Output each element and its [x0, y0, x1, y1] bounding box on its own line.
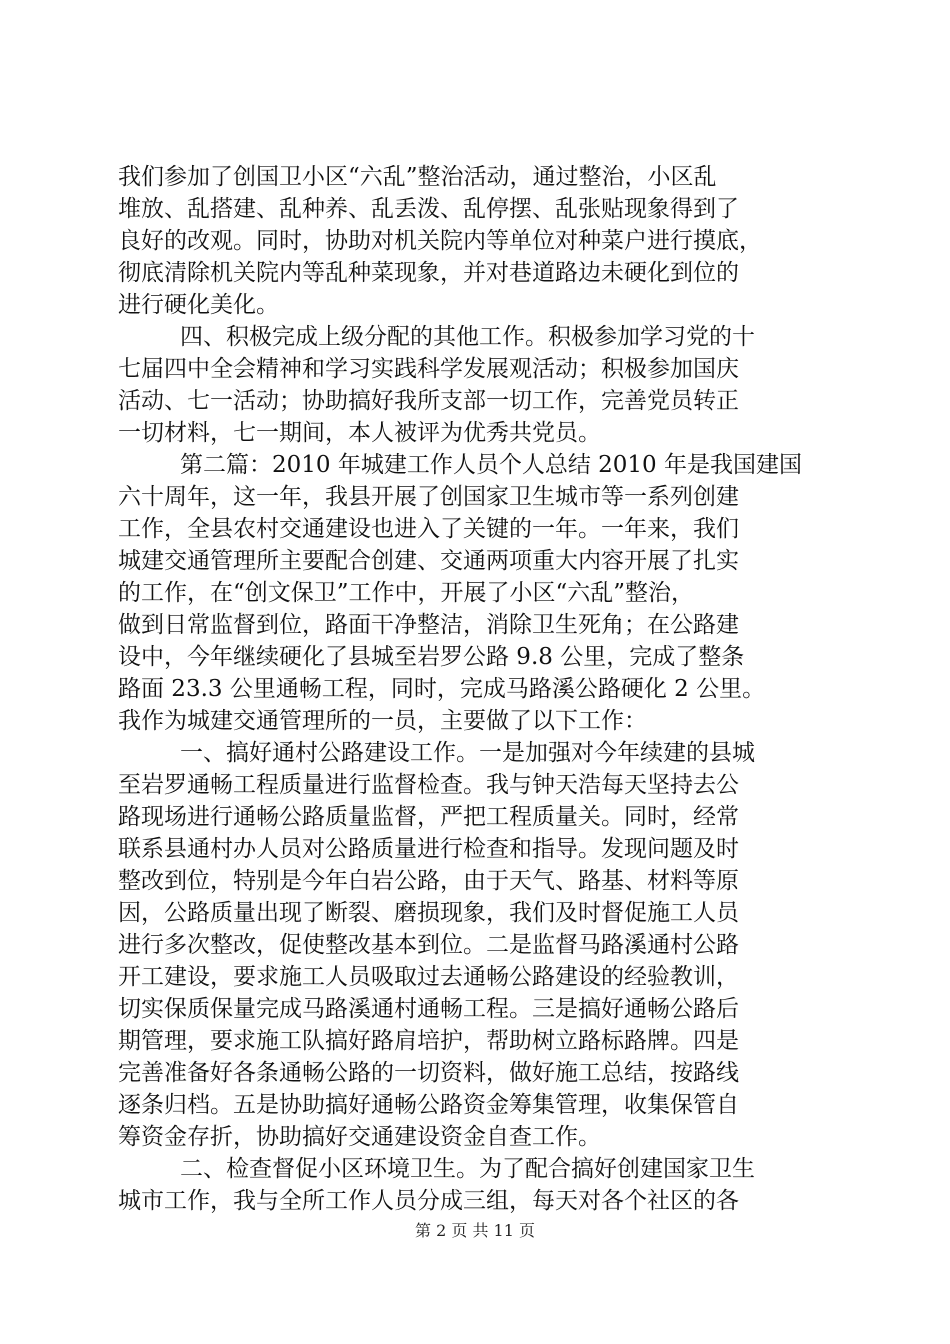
- text-line: 筹资金存折，协助搞好交通建设资金自查工作。: [118, 1124, 601, 1150]
- text-line: 彻底清除机关院内等乱种菜现象，并对巷道路边未硬化到位的: [118, 260, 739, 286]
- text-line: 进行硬化美化。: [118, 292, 279, 318]
- text-line: 七届四中全会精神和学习实践科学发展观活动；积极参加国庆: [118, 356, 739, 382]
- text-line: 活动、七一活动；协助搞好我所支部一切工作，完善党员转正: [118, 388, 739, 414]
- text-line: 路面 23.3 公里通畅工程，同时，完成马路溪公路硬化 2 公里。: [118, 676, 766, 702]
- text-line: 我作为城建交通管理所的一员，主要做了以下工作：: [118, 708, 647, 734]
- text-line: 我们参加了创国卫小区“六乱”整治活动，通过整治，小区乱: [118, 164, 717, 190]
- text-line: 逐条归档。五是协助搞好通畅公路资金筹集管理，收集保管自: [118, 1092, 739, 1118]
- text-line: 完善准备好各条通畅公路的一切资料，做好施工总结，按路线: [118, 1060, 739, 1086]
- text-line: 路现场进行通畅公路质量监督，严把工程质量关。同时，经常: [118, 804, 739, 830]
- text-line: 良好的改观。同时，协助对机关院内等单位对种菜户进行摸底，: [118, 228, 762, 254]
- text-line: 进行多次整改，促使整改基本到位。二是监督马路溪通村公路: [118, 932, 739, 958]
- text-line: 开工建设，要求施工人员吸取过去通畅公路建设的经验教训，: [118, 964, 739, 990]
- text-line: 整改到位，特别是今年白岩公路，由于天气、路基、材料等原: [118, 868, 739, 894]
- text-line: 做到日常监督到位，路面干净整洁，消除卫生死角；在公路建: [118, 612, 739, 638]
- text-line: 工作，全县农村交通建设也进入了关键的一年。一年来，我们: [118, 516, 739, 542]
- text-line: 一切材料，七一期间，本人被评为优秀共党员。: [118, 420, 601, 446]
- text-line: 城建交通管理所主要配合创建、交通两项重大内容开展了扎实: [118, 548, 739, 574]
- text-line: 期管理，要求施工队搞好路肩培护，帮助树立路标路牌。四是: [118, 1028, 739, 1054]
- text-line: 城市工作，我与全所工作人员分成三组，每天对各个社区的各: [118, 1188, 739, 1214]
- text-line: 四、积极完成上级分配的其他工作。积极参加学习党的十: [180, 324, 755, 350]
- text-line: 至岩罗通畅工程质量进行监督检查。我与钟天浩每天坚持去公: [118, 772, 739, 798]
- text-line: 联系县通村办人员对公路质量进行检查和指导。发现问题及时: [118, 836, 739, 862]
- page-footer: 第 2 页 共 11 页: [415, 1221, 535, 1240]
- text-line: 堆放、乱搭建、乱种养、乱丢泼、乱停摆、乱张贴现象得到了: [118, 196, 739, 222]
- text-line: 一、搞好通村公路建设工作。一是加强对今年续建的县城: [180, 740, 755, 766]
- text-line: 第二篇：2010 年城建工作人员个人总结 2010 年是我国建国: [180, 452, 802, 478]
- text-line: 二、检查督促小区环境卫生。为了配合搞好创建国家卫生: [180, 1156, 755, 1182]
- text-line: 切实保质保量完成马路溪通村通畅工程。三是搞好通畅公路后: [118, 996, 739, 1022]
- document-body: [118, 161, 838, 1217]
- text-line: 设中，今年继续硬化了县城至岩罗公路 9.8 公里，完成了整条: [118, 644, 745, 670]
- text-line: 的工作，在“创文保卫”工作中，开展了小区“六乱”整治，: [118, 580, 695, 606]
- text-line: 六十周年，这一年，我县开展了创国家卫生城市等一系列创建: [118, 484, 739, 510]
- text-line: 因，公路质量出现了断裂、磨损现象，我们及时督促施工人员: [118, 900, 739, 926]
